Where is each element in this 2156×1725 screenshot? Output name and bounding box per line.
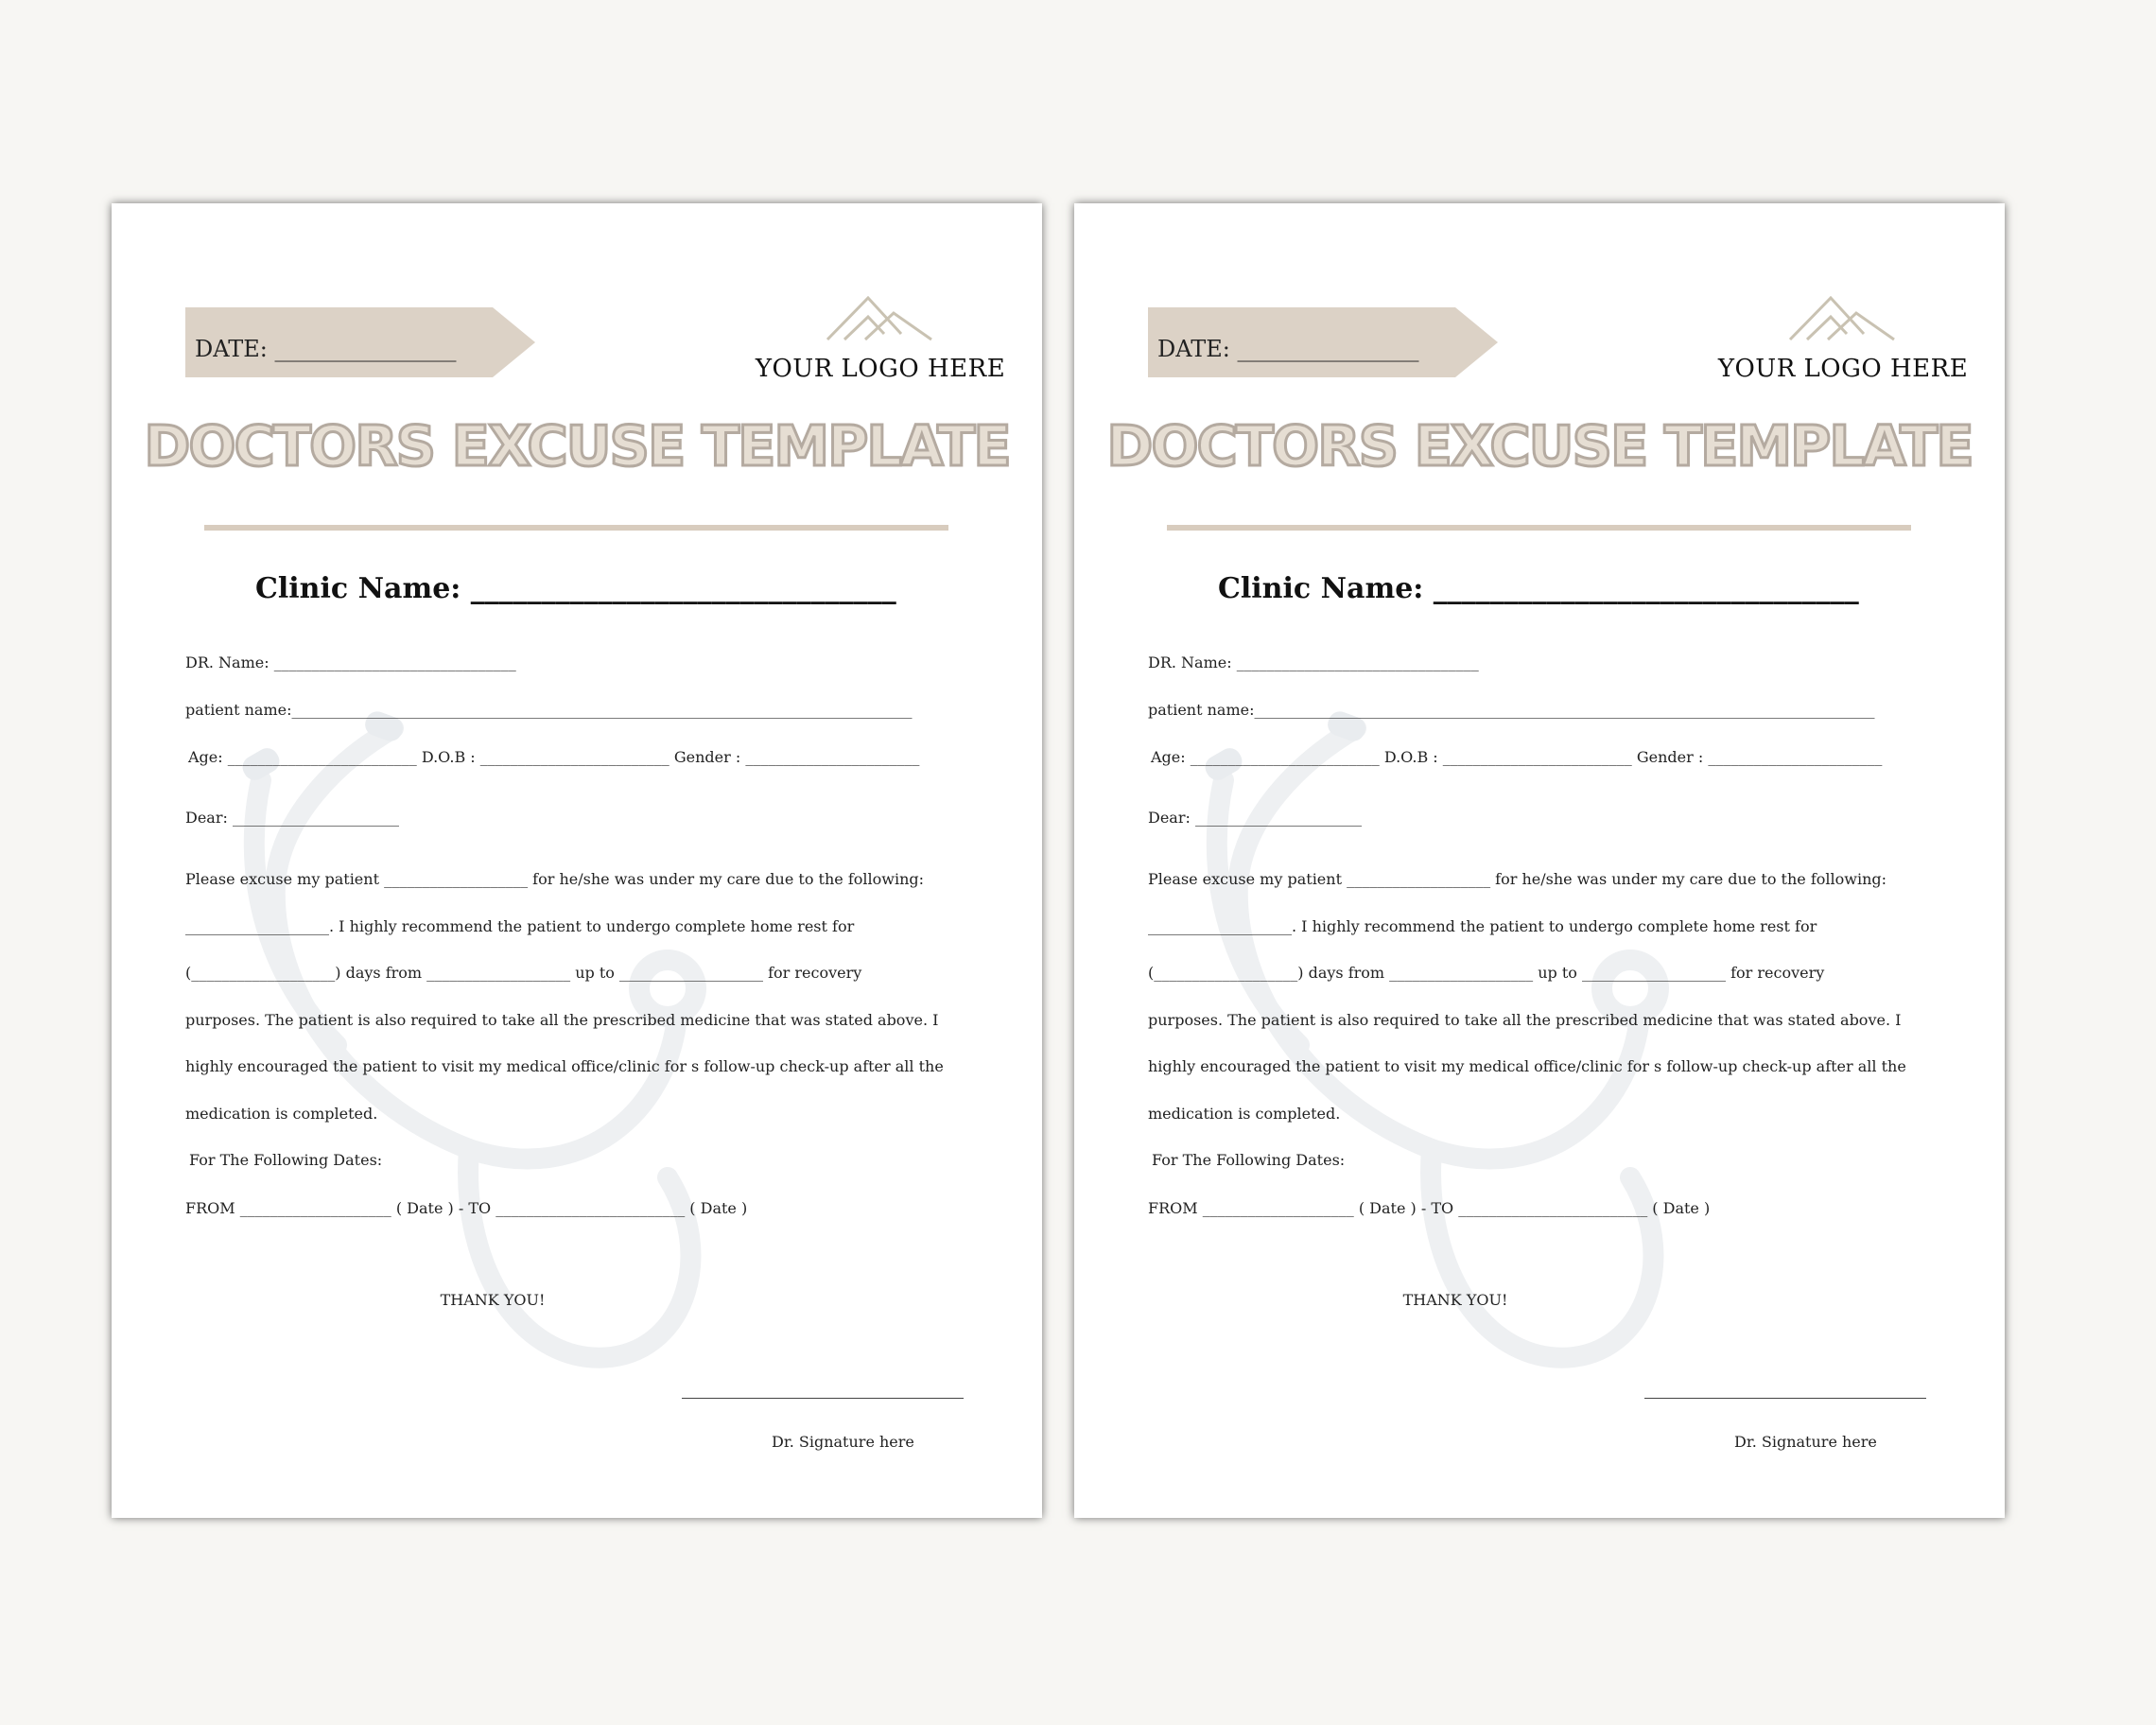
paragraph-line: purposes. The patient is also required to take all the prescribed medicine that was stated above. I (1148, 1011, 1902, 1029)
signature-label: Dr. Signature here (772, 1433, 914, 1451)
clinic-name-field[interactable]: Clinic Name: ______________________________ (255, 572, 896, 605)
age-dob-gender-fields[interactable]: Age: _________________________ D.O.B : _________________________ Gender : _______________________ (188, 748, 920, 766)
age-dob-gender-fields[interactable]: Age: _________________________ D.O.B : _________________________ Gender : _______________________ (1151, 748, 1883, 766)
title-divider (204, 525, 948, 531)
document-title: DOCTORS EXCUSE TEMPLATE (144, 413, 1010, 479)
title-divider (1167, 525, 1911, 531)
document-title: DOCTORS EXCUSE TEMPLATE (1106, 413, 1973, 479)
date-field[interactable]: DATE: ________________ (195, 336, 457, 362)
dates-heading: For The Following Dates: (1152, 1151, 1346, 1169)
signature-line[interactable] (682, 1398, 964, 1399)
paragraph-line: Please excuse my patient ___________________ for he/she was under my care due to the following: (1148, 870, 1886, 888)
mountain-logo-icon (1788, 296, 1897, 341)
document-page-1 (112, 203, 1042, 1518)
paragraph-line: (___________________) days from ___________________ up to ___________________ for recovery (185, 964, 862, 982)
thank-you-text: THANK YOU! (440, 1291, 546, 1309)
clinic-name-field[interactable]: Clinic Name: ______________________________ (1218, 572, 1859, 605)
date-tab (185, 307, 535, 377)
logo-placeholder-text: YOUR LOGO HERE (1717, 355, 1969, 383)
paragraph-line: medication is completed. (185, 1105, 378, 1123)
dear-field[interactable]: Dear: ______________________ (185, 809, 399, 827)
signature-line[interactable] (1644, 1398, 1926, 1399)
signature-label: Dr. Signature here (1734, 1433, 1877, 1451)
from-to-dates-field[interactable]: FROM ____________________ ( Date ) - TO _________________________ ( Date ) (185, 1199, 748, 1217)
dates-heading: For The Following Dates: (189, 1151, 383, 1169)
paragraph-line: ___________________. I highly recommend the patient to undergo complete home rest for (1148, 917, 1817, 935)
paragraph-line: purposes. The patient is also required to take all the prescribed medicine that was stated above. I (185, 1011, 939, 1029)
paragraph-line: highly encouraged the patient to visit my medical office/clinic for s follow-up check-up after all the (1148, 1057, 1906, 1075)
mountain-logo-icon (826, 296, 934, 341)
date-tab (1148, 307, 1498, 377)
date-field[interactable]: DATE: ________________ (1157, 336, 1419, 362)
document-page-2 (1074, 203, 2005, 1518)
dr-name-field[interactable]: DR. Name: ________________________________ (1148, 653, 1479, 671)
paragraph-line: medication is completed. (1148, 1105, 1341, 1123)
logo-placeholder-text: YOUR LOGO HERE (755, 355, 1006, 383)
thank-you-text: THANK YOU! (1402, 1291, 1508, 1309)
paragraph-line: ___________________. I highly recommend the patient to undergo complete home rest for (185, 917, 855, 935)
patient-name-field[interactable]: patient name:__________________________________________________________________________________ (185, 701, 913, 719)
paragraph-line: (___________________) days from ___________________ up to ___________________ for recovery (1148, 964, 1825, 982)
dr-name-field[interactable]: DR. Name: ________________________________ (185, 653, 516, 671)
patient-name-field[interactable]: patient name:__________________________________________________________________________________ (1148, 701, 1875, 719)
paragraph-line: highly encouraged the patient to visit my medical office/clinic for s follow-up check-up after all the (185, 1057, 944, 1075)
from-to-dates-field[interactable]: FROM ____________________ ( Date ) - TO _________________________ ( Date ) (1148, 1199, 1711, 1217)
paragraph-line: Please excuse my patient ___________________ for he/she was under my care due to the following: (185, 870, 924, 888)
dear-field[interactable]: Dear: ______________________ (1148, 809, 1362, 827)
